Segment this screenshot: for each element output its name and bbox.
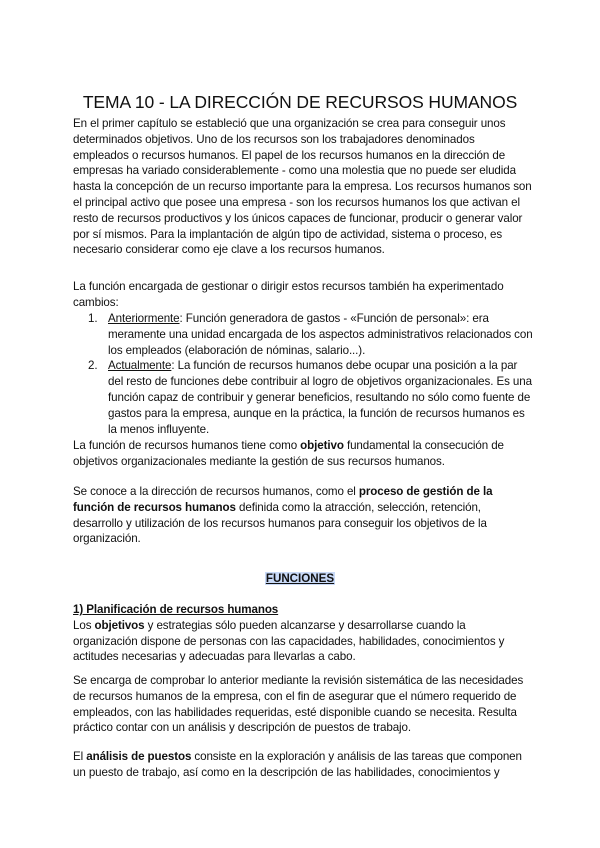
objective-bold: objetivo — [300, 439, 344, 452]
list-number: 1. — [88, 312, 98, 325]
section1-paragraph-3: El análisis de puestos consiste en la exploración y análisis de las tareas que componen un puesto de trabajo, así como en la descripción de las habilidades, conocimientos y — [73, 750, 522, 779]
list-label: Anteriormente — [108, 312, 180, 325]
history-list — [73, 311, 533, 437]
funciones-heading: FUNCIONES — [265, 572, 335, 585]
list-text: : Función generadora de gastos - «Función de personal»: era meramente una unidad encargada de los aspectos administrativos relacionados con los empleados (elaboración de nóminas, salario...). — [108, 312, 533, 357]
list-item — [73, 358, 533, 437]
section1-title: 1) Planificación de recursos humanos — [73, 603, 279, 616]
list-number: 2. — [88, 359, 98, 373]
list-text: : La función de recursos humanos debe ocupar una posición a la par del resto de funciones debe contribuir al logro de objetivos organizacionales. Es una función capaz de contribuir y generar beneficios, resultando no sólo como fuente de gastos para la empresa, aunque en la práctica, la función de recursos humanos es la menos influyente. — [108, 359, 532, 436]
function-intro-paragraph: La función encargada de gestionar o dirigir estos recursos también ha experimentado cambios: — [73, 280, 504, 309]
objective-paragraph: La función de recursos humanos tiene como objetivo fundamental la consecución de objetivos organizacionales mediante la gestión de sus recursos humanos. — [73, 439, 504, 468]
list-item — [73, 311, 533, 358]
section1-paragraph: 1) Planificación de recursos humanos Los objetivos y estrategias sólo pueden alcanzarse y desarrollarse cuando la organización dispone de personas con las capacidades, habilidades, conocimientos y actitudes necesarias y adecuadas para llevarlas a cabo. — [73, 603, 505, 664]
intro-paragraph: En el primer capítulo se estableció que una organización se crea para conseguir unos determinados objetivos. Uno de los recursos son los trabajadores denominados empleados o recursos humanos. El papel de los recursos humanos en la dirección de empresas ha variado considerablemente - como una molestia que no puede ser eludida hasta la concepción de un recurso importante para la empresa. Los recursos humanos son el principal activo que posee una empresa - son los recursos humanos los que activan el resto de recursos productivos y los únicos capaces de funcionar, producir o generar valor por sí mismos. Para la implantación de algún tipo de actividad, sistema o proceso, es necesario considerar como eje clave a los recursos humanos. — [73, 117, 532, 257]
section1-paragraph-2: Se encarga de comprobar lo anterior mediante la revisión sistemática de las necesidades de recursos humanos de la empresa, con el fin de asegurar que el número requerido de empleados, con las habilidades requeridas, esté disponible cuando se necesita. Resulta práctico contar con un análisis y descripción de puestos de trabajo. — [73, 674, 524, 735]
definition-bold: proceso de gestión de la función de recursos humanos — [73, 485, 493, 514]
list-label: Actualmente — [108, 359, 172, 373]
definition-paragraph: Se conoce a la dirección de recursos humanos, como el proceso de gestión de la función de recursos humanos definida como la atracción, selección, retención, desarrollo y utilización de los recursos humanos para conseguir los objetivos de la organización. — [73, 485, 493, 546]
page-title: TEMA 10 - LA DIRECCIÓN DE RECURSOS HUMANOS — [82, 92, 518, 112]
